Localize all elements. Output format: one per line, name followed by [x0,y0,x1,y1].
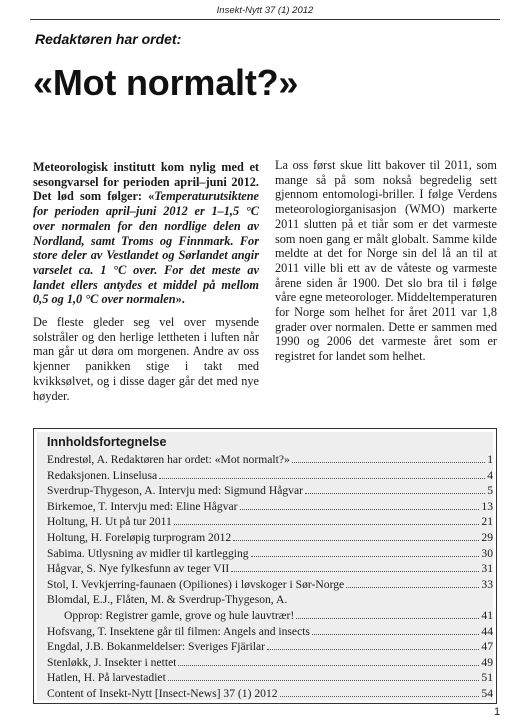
toc-entry-text: Content of Insekt-Nytt [Insect-News] 37 (1) 2012 [47,686,278,700]
toc-entry-page: 30 [481,546,493,560]
toc-entry-page: 1 [487,453,493,466]
toc-entry-page: 47 [481,640,493,654]
toc-entry [47,453,493,469]
toc-entry [47,515,493,531]
toc-entry-page: 33 [481,577,493,591]
section-label: Redaktøren har ordet: [35,31,182,47]
toc-leader [159,478,485,479]
toc-entry [47,625,493,641]
lead-paragraph [33,160,259,307]
toc-entry-page: 4 [487,468,493,482]
toc-entry-text: Hofsvang, T. Insektene går til filmen: Angels and insects [47,624,310,638]
toc-entry-page: 51 [481,671,493,685]
article-title: «Mot normalt?» [33,62,299,103]
toc-entry [47,469,493,485]
toc-background [37,432,493,700]
toc-entry-text: Holtung, H. Foreløpig turprogram 2012 [47,530,232,544]
toc-entry-text: Endrestøl, A. Redaktøren har ordet: «Mot normalt?» [47,453,290,466]
toc-entry [47,484,493,500]
body-paragraph-right: La oss først skue litt bakover til 2011, som mange så på som nokså begredelig sett gjennom entomologi-briller. I følge Verdens meteorologiorganisasjon (WMO) markerte 2011 slutten på et tiår som er det varmeste som noen gang er målt globalt. Samme kilde meldte at det for Norge sin del lå an til at 2011 ville bli ett av de våteste og varmeste årene siden år 1900. Det slo bra til i følge våre egne meteorologer. Middeltemperaturen for Norge som helhet for året 2011 var 1,8 grader over normalen. Dette er sammen med 1990 og 2006 det varmeste året som er registret for landet som helhet. [275,158,497,364]
toc-entry [47,578,493,594]
toc-leader [296,618,479,619]
toc-leader [305,493,485,494]
toc-leader [168,680,480,681]
toc-leader [280,696,480,697]
toc-leader [231,571,479,572]
toc-heading: Innholdsfortegnelse [47,435,167,449]
toc-entry-text: Stenløkk, J. Insekter i nettet [47,655,177,669]
toc-entry-page: 41 [481,608,493,622]
right-column [275,158,497,372]
toc-entry-text: Blomdal, E.J., Flåten, M. & Sverdrup-Thygeson, A. [47,593,288,607]
toc-entry [47,640,493,656]
toc-entry-page: 21 [481,515,493,529]
toc-leader [174,524,480,525]
toc-entry [47,656,493,672]
toc-entry-text: Hågvar, S. Nye fylkesfunn av teger VII [47,562,230,576]
toc-entry [47,687,493,703]
toc-leader [233,540,479,541]
toc-entry-page: 29 [481,530,493,544]
toc-entry-page: 49 [481,655,493,669]
toc-entry-text: Engdal, J.B. Bokanmeldelser: Sveriges Fjärilar [47,640,265,654]
toc-leader [267,649,479,650]
toc-leader [240,509,480,510]
toc-entry-page: 31 [481,562,493,576]
toc-entry-text: Sverdrup-Thygeson, A. Intervju med: Sigmund Hågvar [47,484,303,498]
toc-entry [47,609,493,625]
toc-leader [178,665,479,666]
toc-leader [312,634,479,635]
toc-entry-text: Birkemoe, T. Intervju med: Eline Hågvar [47,499,238,513]
toc-entry-text: Stol, I. Vevkjerring-faunaen (Opiliones) i løvskoger i Sør-Norge [47,577,345,591]
toc-entry-page: 5 [487,484,493,498]
toc-entry [47,500,493,516]
toc-list [47,453,493,703]
toc-entry-text: Redaksjonen. Linselusa [47,468,158,482]
toc-entry-page: 44 [481,624,493,638]
lead-bold-start: Meteorologisk institutt kom nylig med et sesongvarsel for perioden april–juni 2012. Det lød som følger: « [33,160,259,204]
toc-entry-text: Sabima. Utlysning av midler til kartlegging [47,546,249,560]
table-of-contents [33,428,497,704]
lead-quote: Temperaturutsiktene for perioden april–juni 2012 er 1–1,5 °C over normalen for den nordlige delen av Nordland, samt Troms og Finnmark. For store deler av Vestlandet og Sørlandet angir varselet ca. 1 °C over. For det meste av landet ellers antydes et middel på mellom 0,5 og 1,0 °C over normalen [33,189,259,307]
toc-entry [47,547,493,563]
header-rule [30,19,500,20]
toc-entry [47,562,493,578]
toc-leader [346,587,479,588]
toc-entry [47,531,493,547]
page-number: 1 [494,706,501,718]
toc-entry [47,593,493,609]
toc-entry-text: Holtung, H. Ut på tur 2011 [47,515,172,529]
running-header: Insekt-Nytt 37 (1) 2012 [216,5,314,16]
left-column [33,160,259,411]
toc-entry [47,671,493,687]
toc-leader [251,556,480,557]
lead-bold-end: ». [175,292,185,307]
toc-leader [292,462,485,463]
toc-entry-page: 13 [481,499,493,513]
toc-entry-text: Opprop: Registrer gamle, grove og hule lauvtrær! [64,608,295,622]
body-paragraph-left: De fleste gleder seg vel over mysende solstråler og den herlige lettheten i luften når man går ut døra om morgenen. Andre av oss kjenner panikken stige i takt med kvikksølvet, og i disse dager går det med nye høyder. [33,315,259,403]
toc-entry-page: 54 [481,686,493,700]
toc-entry-text: Hatlen, H. På larvestadiet [47,671,166,685]
